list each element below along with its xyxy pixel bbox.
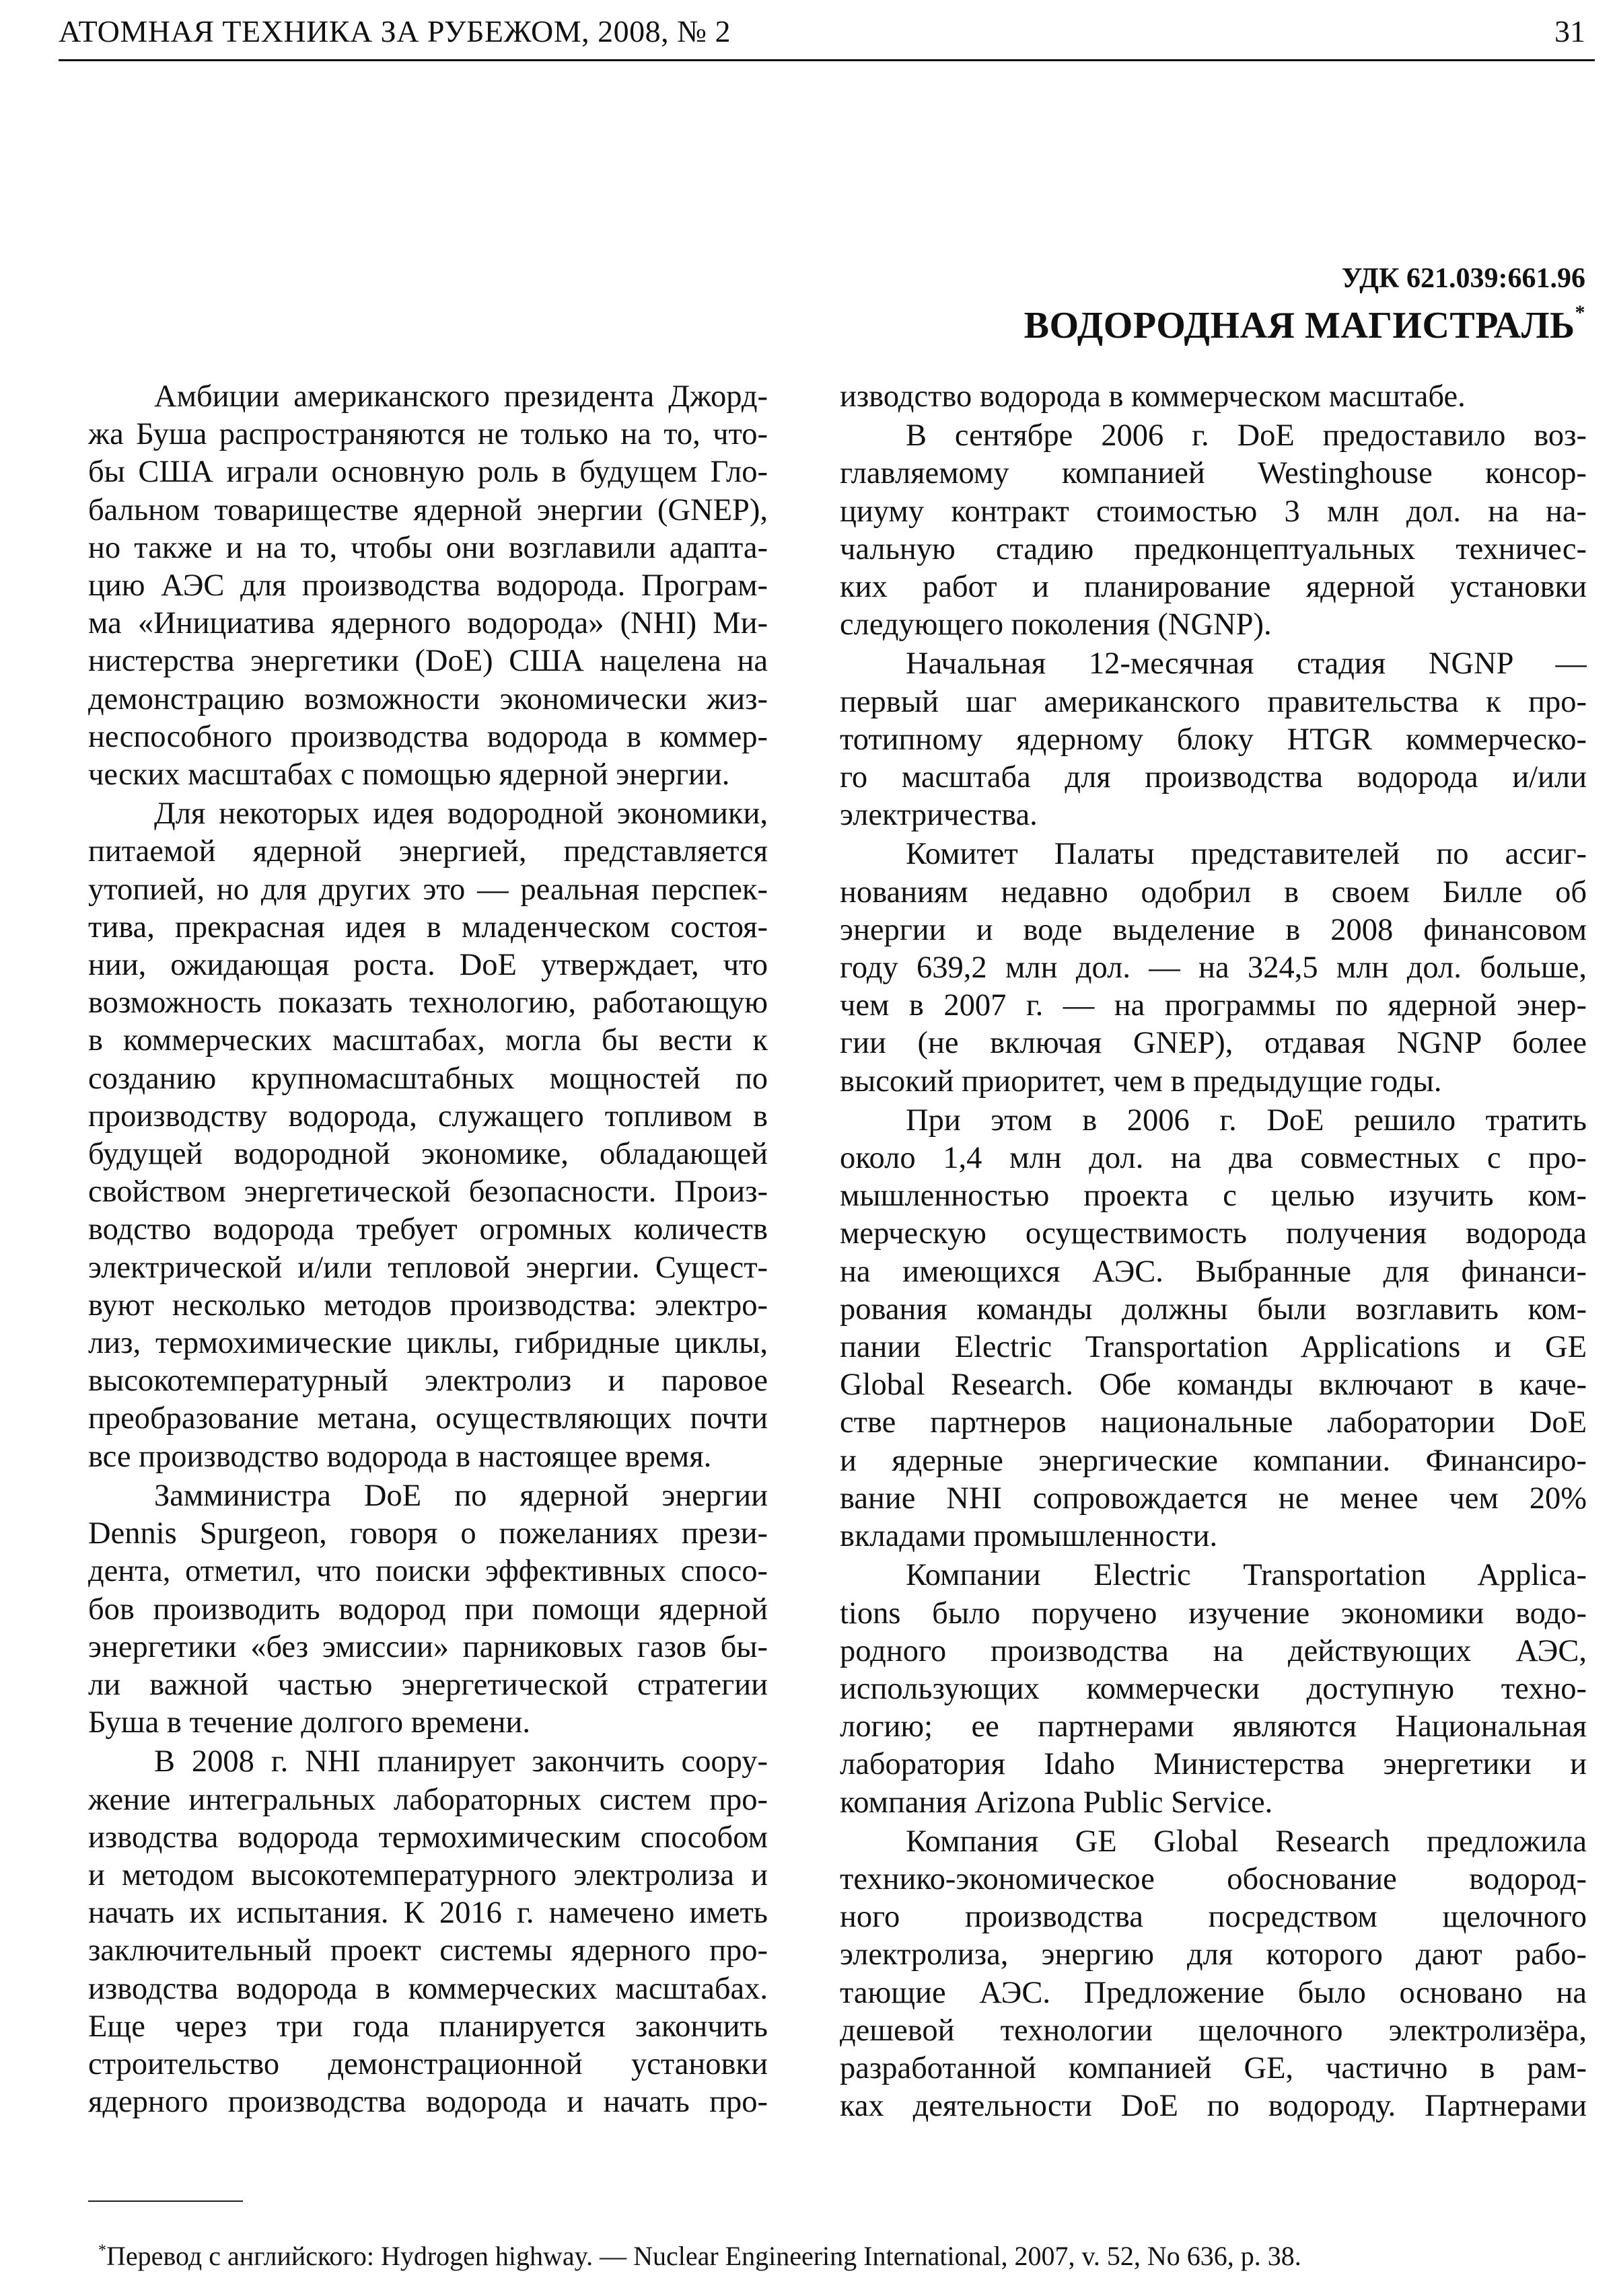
text-line: циуму контракт стоимостью 3 млн дол. на на- (840, 494, 1587, 529)
text-line: вкладами промышленности. (840, 1519, 1218, 1554)
text-line: При этом в 2006 г. DoE решило тратить (906, 1103, 1587, 1138)
text-line: Амбиции американского президента Джорд- (154, 379, 768, 414)
text-line: Начальная 12-месячная стадия NGNP — (906, 646, 1587, 681)
text-line: главляемому компанией Westinghouse консор- (840, 456, 1587, 491)
text-line: цию АЭС для производства водорода. Програм- (88, 568, 768, 603)
text-line: на имеющихся АЭС. Выбранные для финанси- (840, 1254, 1587, 1289)
text-line: будущей водородной экономике, обладающей (88, 1137, 768, 1172)
paragraph (88, 1743, 768, 2121)
text-line: свойством энергетической безопасности. Произ- (88, 1175, 768, 1210)
text-line: утопией, но для других это — реальная перспек- (88, 872, 768, 907)
text-line: жа Буша распространяются не только на то, что- (88, 417, 768, 452)
text-line: преобразование метана, осуществляющих почти (88, 1401, 768, 1436)
text-line: лиз, термохимические циклы, гибридные циклы, (88, 1326, 768, 1361)
text-line: изводства водорода термохимическим способом (88, 1820, 768, 1855)
text-line: нистерства энергетики (DoE) США нацелена на (88, 644, 768, 679)
text-line: нованиям недавно одобрил в своем Билле об (840, 875, 1587, 910)
text-line: Замминистра DoE по ядерной энергии (154, 1478, 768, 1513)
text-line: ма «Инициатива ядерного водорода» (NHI) Ми- (88, 606, 768, 641)
text-line: тающие АЭС. Предложение было основано на (840, 1975, 1587, 2010)
text-line: ческих масштабах с помощью ядерной энергии. (88, 757, 730, 792)
running-head-journal-title: АТОМНАЯ ТЕХНИКА ЗА РУБЕЖОМ, 2008, № 2 (59, 14, 731, 48)
text-line: электричества. (840, 798, 1038, 833)
text-line: вание NHI сопровождается не менее чем 20% (840, 1481, 1587, 1516)
paragraph (840, 645, 1587, 834)
text-line: электрической и/или тепловой энергии. Сущест- (88, 1250, 768, 1285)
text-line: лаборатория Idaho Министерства энергетики и (840, 1747, 1587, 1782)
text-line: и ядерные энергические компании. Финансиро- (840, 1443, 1587, 1478)
text-line: ких работ и планирование ядерной установки (840, 570, 1587, 605)
text-line: чальную стадию предконцептуальных техничес- (840, 531, 1587, 566)
text-line: энергетики «без эмиссии» парниковых газов бы- (88, 1629, 768, 1664)
text-line: следующего поколения (NGNP). (840, 607, 1272, 642)
text-line: изводство водорода в коммерческом масштабе. (840, 379, 1466, 414)
text-line: году 639,2 млн дол. — на 324,5 млн дол. больше, (840, 951, 1587, 986)
article-title (1024, 301, 1585, 347)
text-line: неспособного производства водорода в коммер- (88, 719, 768, 754)
text-line: жение интегральных лабораторных систем про- (88, 1782, 768, 1817)
header-rule (59, 59, 1595, 61)
paragraph (88, 378, 768, 794)
text-line: водство водорода требует огромных количеств (88, 1212, 768, 1247)
text-line: Компании Electric Transportation Applica- (906, 1558, 1587, 1593)
text-line: рования команды должны были возглавить ком- (840, 1292, 1587, 1327)
text-line: тива, прекрасная идея в младенческом состоя- (88, 910, 768, 945)
text-line: мышленностью проекта с целью изучить ком- (840, 1179, 1587, 1214)
text-line: мерческую осуществимость получения водорода (840, 1216, 1587, 1251)
text-line: но также и на то, чтобы они возглавили адапта- (88, 530, 768, 565)
paragraph (840, 1557, 1587, 1821)
left-column (88, 377, 768, 2121)
footnote (98, 2240, 1301, 2272)
text-line: возможность показать технологию, работающую (88, 986, 768, 1021)
text-line: стве партнеров национальные лаборатории DoE (840, 1405, 1587, 1440)
paragraph (88, 795, 768, 1476)
right-column (840, 377, 1587, 2125)
text-line: Для некоторых идея водородной экономики, (154, 797, 768, 831)
text-line: ного производства посредством щелочного (840, 1900, 1587, 1935)
text-line: и методом высокотемпературного электролиза и (88, 1857, 768, 1892)
text-line: ядерного производства водорода и начать про- (88, 2085, 768, 2120)
text-line: около 1,4 млн дол. на два совместных с про- (840, 1141, 1587, 1176)
text-line: первый шаг американского правительства к про- (840, 684, 1587, 719)
text-line: начать их испытания. К 2016 г. намечено иметь (88, 1896, 768, 1931)
text-line: Буша в течение долгого времени. (88, 1705, 531, 1740)
paragraph (840, 836, 1587, 1100)
text-line: tions было поручено изучение экономики водо- (840, 1596, 1587, 1631)
text-line: дента, отметил, что поиски эффективных спосо- (88, 1554, 768, 1589)
title-footnote-mark: * (1575, 301, 1585, 324)
text-line: строительство демонстрационной установки (88, 2046, 768, 2081)
text-line: демонстрацию возможности экономически жиз- (88, 681, 768, 716)
article-title-text: ВОДОРОДНАЯ МАГИСТРАЛЬ (1024, 305, 1575, 346)
text-line: производству водорода, служащего топливом в (88, 1099, 768, 1134)
paragraph (840, 417, 1587, 644)
text-line: созданию крупномасштабных мощностей по (88, 1061, 768, 1096)
text-line: использующих коммерчески доступную техно- (840, 1671, 1587, 1706)
text-line: Комитет Палаты представителей по ассиг- (906, 837, 1587, 872)
udc-code: УДК 621.039:661.96 (1341, 263, 1585, 294)
paragraph (840, 378, 1587, 416)
paragraph (840, 1823, 1587, 2126)
text-line: компания Arizona Public Service. (840, 1785, 1273, 1820)
text-line: Dennis Spurgeon, говоря о пожеланиях прези- (88, 1516, 768, 1551)
page-number: 31 (1554, 14, 1585, 48)
text-line: логию; ее партнерами являются Национальная (840, 1709, 1587, 1744)
text-line: разработанной компанией GE, частично в рам- (840, 2050, 1587, 2085)
text-line: заключительный проект системы ядерного про- (88, 1933, 768, 1968)
text-line: бальном товариществе ядерной энергии (GNEP), (88, 492, 768, 527)
text-line: вуют несколько методов производства: электро- (88, 1288, 768, 1323)
text-line: В сентябре 2006 г. DoE предоставило воз- (906, 418, 1587, 453)
text-line: родного производства на действующих АЭС, (840, 1633, 1587, 1668)
text-line: В 2008 г. NHI планирует закончить соору- (154, 1744, 768, 1779)
text-line: ках деятельности DoE по водороду. Партнерами (840, 2089, 1587, 2124)
footnote-rule (88, 2200, 243, 2202)
text-line: высокий приоритет, чем в предыдущие годы. (840, 1064, 1442, 1099)
text-line: электролиза, энергию для которого дают рабо- (840, 1937, 1587, 1972)
paragraph (88, 1477, 768, 1742)
footnote-mark: * (98, 2242, 106, 2260)
text-line: чем в 2007 г. — на программы по ядерной энер- (840, 988, 1587, 1023)
text-line: Компания GE Global Research предложила (906, 1824, 1587, 1859)
text-line: ли важной частью энергетической стратегии (88, 1667, 768, 1702)
text-line: нии, ожидающая роста. DoE утверждает, что (88, 948, 768, 983)
text-line: бы США играли основную роль в будущем Гло- (88, 455, 768, 490)
text-line: бов производить водород при помощи ядерной (88, 1592, 768, 1627)
text-line: питаемой ядерной энергией, представляется (88, 834, 768, 869)
text-line: технико-экономическое обоснование водород- (840, 1861, 1587, 1896)
text-line: все производство водорода в настоящее время. (88, 1439, 712, 1474)
footnote-text: Перевод с английского: Hydrogen highway. — Nuclear Engineering International, 2007, v. 52, No 636, p. 38. (106, 2241, 1301, 2271)
paragraph (840, 1102, 1587, 1555)
text-line: Еще через три года планируется закончить (88, 2009, 768, 2044)
text-line: Global Research. Обе команды включают в каче- (840, 1368, 1587, 1403)
text-line: дешевой технологии щелочного электролизёра, (840, 2013, 1587, 2048)
text-line: в коммерческих масштабах, могла бы вести к (88, 1023, 768, 1058)
text-line: пании Electric Transportation Applications и GE (840, 1330, 1587, 1365)
text-line: тотипному ядерному блоку HTGR коммерческо- (840, 722, 1587, 757)
text-line: энергии и воде выделение в 2008 финансовом (840, 912, 1587, 947)
text-line: изводства водорода в коммерческих масштабах. (88, 1971, 768, 2006)
text-line: гии (не включая GNEP), отдавая NGNP более (840, 1026, 1587, 1061)
text-line: высокотемпературный электролиз и паровое (88, 1364, 768, 1399)
text-line: го масштаба для производства водорода и/или (840, 760, 1587, 795)
